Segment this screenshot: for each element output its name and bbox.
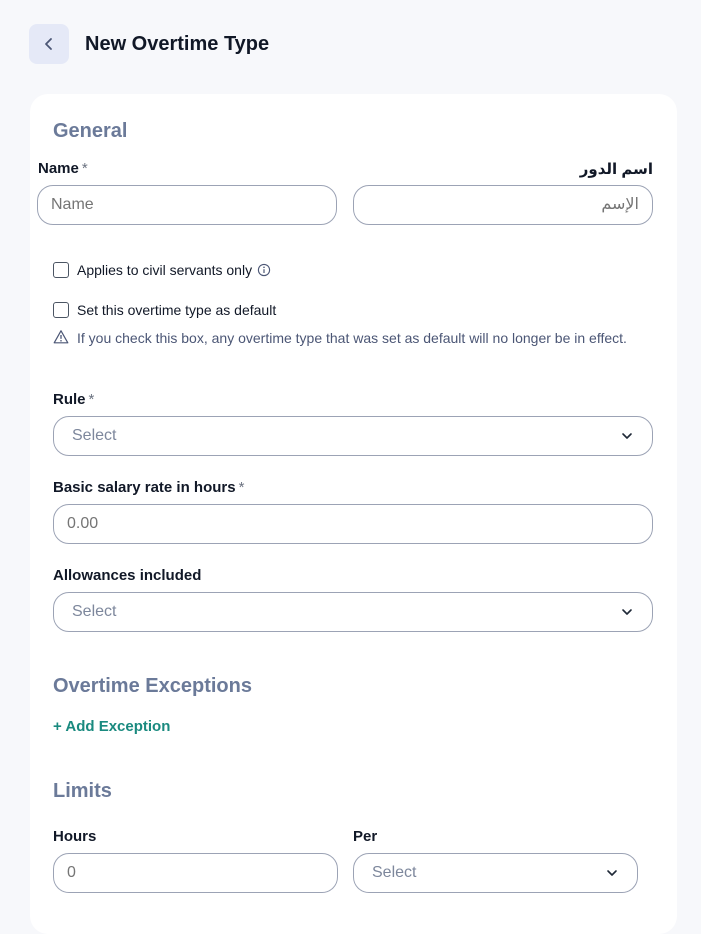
hours-input[interactable] xyxy=(53,853,338,893)
rule-select-value: Select xyxy=(72,427,117,444)
per-select-value: Select xyxy=(372,864,417,881)
rule-label-text: Rule xyxy=(53,391,86,408)
role-name-input[interactable] xyxy=(353,185,653,225)
general-section-title: General xyxy=(53,120,128,142)
required-mark: * xyxy=(81,160,88,177)
chevron-down-icon xyxy=(620,429,634,443)
rule-label xyxy=(53,391,94,408)
chevron-down-icon xyxy=(605,866,619,880)
allowances-select-value: Select xyxy=(72,603,117,620)
default-type-label: Set this overtime type as default xyxy=(77,302,277,318)
page-title: New Overtime Type xyxy=(85,32,270,55)
limits-section-title: Limits xyxy=(53,780,112,802)
page-header xyxy=(29,24,269,64)
civil-servants-label: Applies to civil servants only xyxy=(77,262,253,278)
chevron-down-icon xyxy=(620,605,634,619)
exceptions-section-title: Overtime Exceptions xyxy=(53,675,252,697)
add-exception-link[interactable]: + Add Exception xyxy=(53,718,171,735)
name-label-text: Name xyxy=(38,160,79,177)
required-mark: * xyxy=(238,479,245,496)
civil-servants-option[interactable] xyxy=(53,262,271,278)
default-warning xyxy=(53,328,633,348)
allowances-label: Allowances included xyxy=(53,567,202,584)
basic-salary-label-text: Basic salary rate in hours xyxy=(53,479,236,496)
hours-label: Hours xyxy=(53,828,97,845)
warning-text: If you check this box, any overtime type that was set as default will no longer be in effect. xyxy=(77,330,627,346)
default-type-option[interactable] xyxy=(53,302,276,318)
role-name-label: اسم الدور xyxy=(579,161,653,178)
basic-salary-input[interactable] xyxy=(53,504,653,544)
per-label: Per xyxy=(353,828,378,845)
info-icon[interactable] xyxy=(257,263,271,277)
form-card xyxy=(30,94,677,934)
required-mark: * xyxy=(88,391,95,408)
allowances-select[interactable] xyxy=(53,592,653,632)
chevron-left-icon xyxy=(42,37,56,51)
basic-salary-label xyxy=(53,479,244,496)
warning-icon xyxy=(53,329,69,345)
civil-servants-checkbox[interactable] xyxy=(53,262,69,278)
default-type-checkbox[interactable] xyxy=(53,302,69,318)
name-input[interactable] xyxy=(37,185,337,225)
per-select[interactable] xyxy=(353,853,638,893)
name-label xyxy=(38,160,88,177)
back-button[interactable] xyxy=(29,24,69,64)
rule-select[interactable] xyxy=(53,416,653,456)
